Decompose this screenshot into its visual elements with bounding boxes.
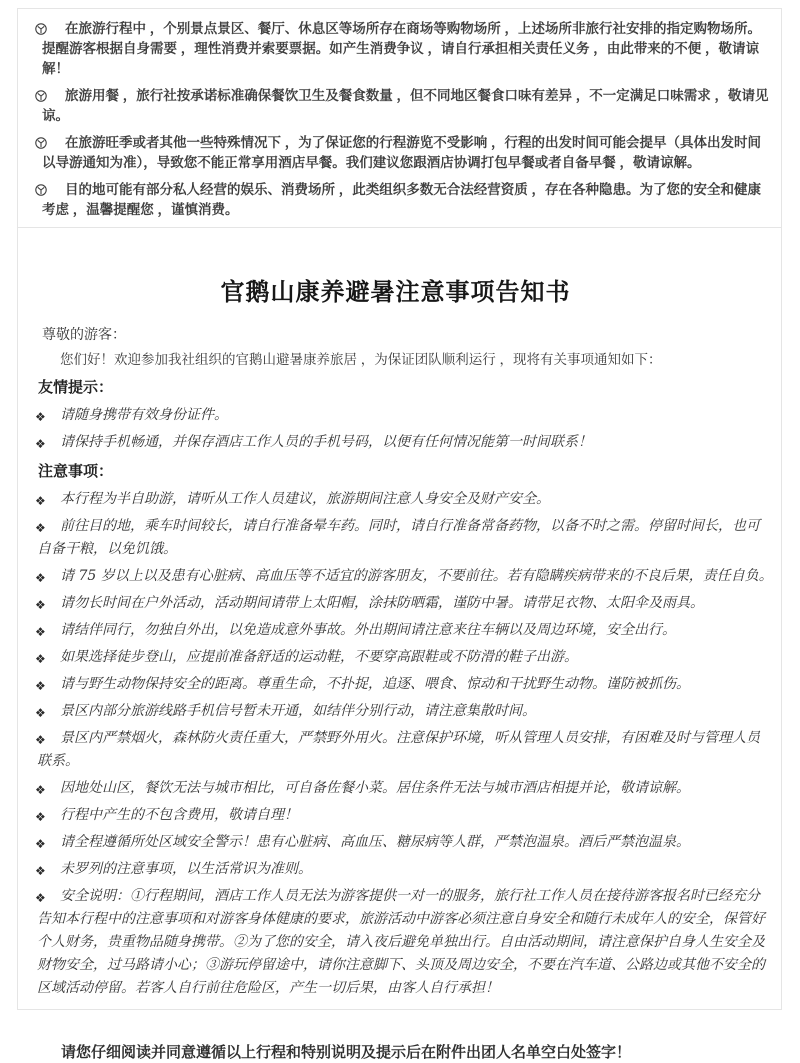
note-item — [18, 831, 773, 854]
note-item — [18, 858, 773, 881]
diamond-bullet-icon: ❖ — [35, 652, 46, 666]
note-item — [18, 804, 773, 827]
signature-instruction: 请您仔细阅读并同意遵循以上行程和特别说明及提示后在附件出团人名单空白处签字！ — [61, 1044, 632, 1061]
note-item — [18, 777, 773, 800]
diamond-bullet-icon: ❖ — [35, 733, 46, 747]
notice-item — [18, 180, 773, 220]
diamond-bullet-icon: ❖ — [35, 571, 46, 585]
note-text: 安全说明：①行程期间，酒店工作人员无法为游客提供一对一的服务，旅行社工作人员在接待游客报名时已经充分告知本行程中的注意事项和对游客身体健康的要求，旅游活动中游客必须注意自身安全和随行未成年人的安全，保管好个人财务，贵重物品随身携带。②为了您的安全，请入夜后避免单独出行。自由活动期间，请注意保护自身人生安全及财物安全，过马路请小心；③游玩停留途中，请你注意脚下、头顶及周边安全，不要在汽车道、公路边或其他不安全的区域活动停留。若客人自行前往危险区，产生一切后果，由客人自行承担！ — [37, 888, 765, 996]
diamond-bullet-icon: ❖ — [35, 783, 46, 797]
note-text: 景区内严禁烟火，森林防火责任重大，严禁野外用火。注意保护环境，听从管理人员安排，有困难及时与管理人员联系。 — [37, 730, 760, 769]
circle-spoke-bullet-icon — [35, 90, 47, 102]
note-text: 前往目的地，乘车时间较长，请自行准备晕车药。同时，请自行准备常备药物，以备不时之需。停留时间长，也可自备干粮，以免饥饿。 — [37, 518, 760, 557]
note-text: 请全程遵循所处区域安全警示！患有心脏病、高血压、糖尿病等人群，严禁泡温泉。酒后严禁泡温泉。 — [60, 834, 690, 850]
diamond-bullet-icon: ❖ — [35, 521, 46, 535]
note-text: 请与野生动物保持安全的距离。尊重生命，不扑捉，追逐、喂食、惊动和干扰野生动物。谨防被抓伤。 — [60, 676, 690, 692]
notice-item — [18, 19, 773, 79]
note-item — [18, 673, 773, 696]
diamond-bullet-icon: ❖ — [35, 410, 46, 424]
circle-spoke-bullet-icon — [35, 23, 47, 35]
note-text: 未罗列的注意事项，以生活常识为准则。 — [60, 861, 312, 877]
note-text: 请勿长时间在户外活动，活动期间请带上太阳帽，涂抹防晒霜，谨防中暑。请带足衣物、太阳伞及雨具。 — [60, 595, 704, 611]
notice-body-section — [18, 278, 781, 1063]
page-title: 官鹅山康养避暑注意事项告知书 — [220, 279, 571, 306]
note-item — [18, 885, 773, 1000]
notice-text: 目的地可能有部分私人经营的娱乐、消费场所 ，此类组织多数无合法经营资质 ，存在各种隐患。为了您的安全和健康考虑 ，温馨提醒您 ，谨慎消费。 — [42, 182, 761, 217]
note-text: 景区内部分旅游线路手机信号暂未开通，如结伴分别行动，请注意集散时间。 — [60, 703, 536, 719]
note-text: 如果选择徒步登山，应提前准备舒适的运动鞋，不要穿高跟鞋或不防滑的鞋子出游。 — [60, 649, 578, 665]
diamond-bullet-icon: ❖ — [35, 837, 46, 851]
notice-text: 在旅游行程中 ，个别景点景区、餐厅、休息区等场所存在商场等购物场所 ，上述场所非旅行社安排的指定购物场所。提醒游客根据自身需要 ，理性消费并索要票据。如产生消费争议 ，请自行承担相关责任义务 ，由此带来的不便 ，敬请谅解！ — [42, 21, 761, 76]
note-text: 本行程为半自助游，请听从工作人员建议，旅游期间注意人身安全及财产安全。 — [60, 491, 550, 507]
note-item — [18, 646, 773, 669]
notice-text: 在旅游旺季或者其他一些特殊情况下 ，为了保证您的行程游览不受影响 ，行程的出发时间可能会提早（具体出发时间以导游通知为准），导致您不能正常享用酒店早餐。我们建议您跟酒店协调打包早餐或者自备早餐 ，敬请谅解。 — [42, 135, 761, 170]
notice-item — [18, 133, 773, 173]
tip-text: 请保持手机畅通，并保存酒店工作人员的手机号码，以便有任何情况能第一时间联系！ — [60, 434, 592, 450]
diamond-bullet-icon: ❖ — [35, 598, 46, 612]
notes-heading: 注意事项： — [38, 463, 114, 480]
diamond-bullet-icon: ❖ — [35, 625, 46, 639]
note-item — [18, 727, 773, 773]
diamond-bullet-icon: ❖ — [35, 494, 46, 508]
note-text: 请 75 岁以上以及患有心脏病、高血压等不适宜的游客朋友，不要前往。若有隐瞒疾病带来的不良后果，责任自负。 — [60, 568, 773, 584]
circle-spoke-bullet-icon — [35, 137, 47, 149]
diamond-bullet-icon: ❖ — [35, 810, 46, 824]
general-notices-section — [18, 9, 781, 228]
diamond-bullet-icon: ❖ — [35, 679, 46, 693]
diamond-bullet-icon: ❖ — [35, 891, 46, 905]
note-item — [18, 515, 773, 561]
note-item — [18, 592, 773, 615]
notice-text: 旅游用餐 ，旅行社按承诺标准确保餐饮卫生及餐食数量 ，但不同地区餐食口味有差异 ，不一定满足口味需求 ，敬请见谅。 — [42, 88, 769, 123]
tip-text: 请随身携带有效身份证件。 — [60, 407, 228, 423]
note-item — [18, 619, 773, 642]
tip-item — [18, 431, 773, 454]
note-text: 请结伴同行，勿独自外出，以免造成意外事故。外出期间请注意来往车辆以及周边环境，安全出行。 — [60, 622, 676, 638]
note-text: 因地处山区，餐饮无法与城市相比，可自备佐餐小菜。居住条件无法与城市酒店相提并论，敬请谅解。 — [60, 780, 690, 796]
document-page — [17, 8, 782, 1061]
diamond-bullet-icon: ❖ — [35, 864, 46, 878]
diamond-bullet-icon: ❖ — [35, 706, 46, 720]
note-item — [18, 565, 773, 588]
note-item — [18, 488, 773, 511]
tip-item — [18, 404, 773, 427]
friendly-tips-heading: 友情提示： — [38, 379, 114, 396]
circle-spoke-bullet-icon — [35, 184, 47, 196]
intro-paragraph: 您们好！欢迎参加我社组织的官鹅山避暑康养旅居 ，为保证团队顺利运行 ，现将有关事项通知如下： — [60, 352, 662, 367]
note-item — [18, 700, 773, 723]
diamond-bullet-icon: ❖ — [35, 437, 46, 451]
notice-item — [18, 86, 773, 126]
note-text: 行程中产生的不包含费用，敬请自理！ — [60, 807, 298, 823]
salutation: 尊敬的游客： — [42, 326, 126, 342]
